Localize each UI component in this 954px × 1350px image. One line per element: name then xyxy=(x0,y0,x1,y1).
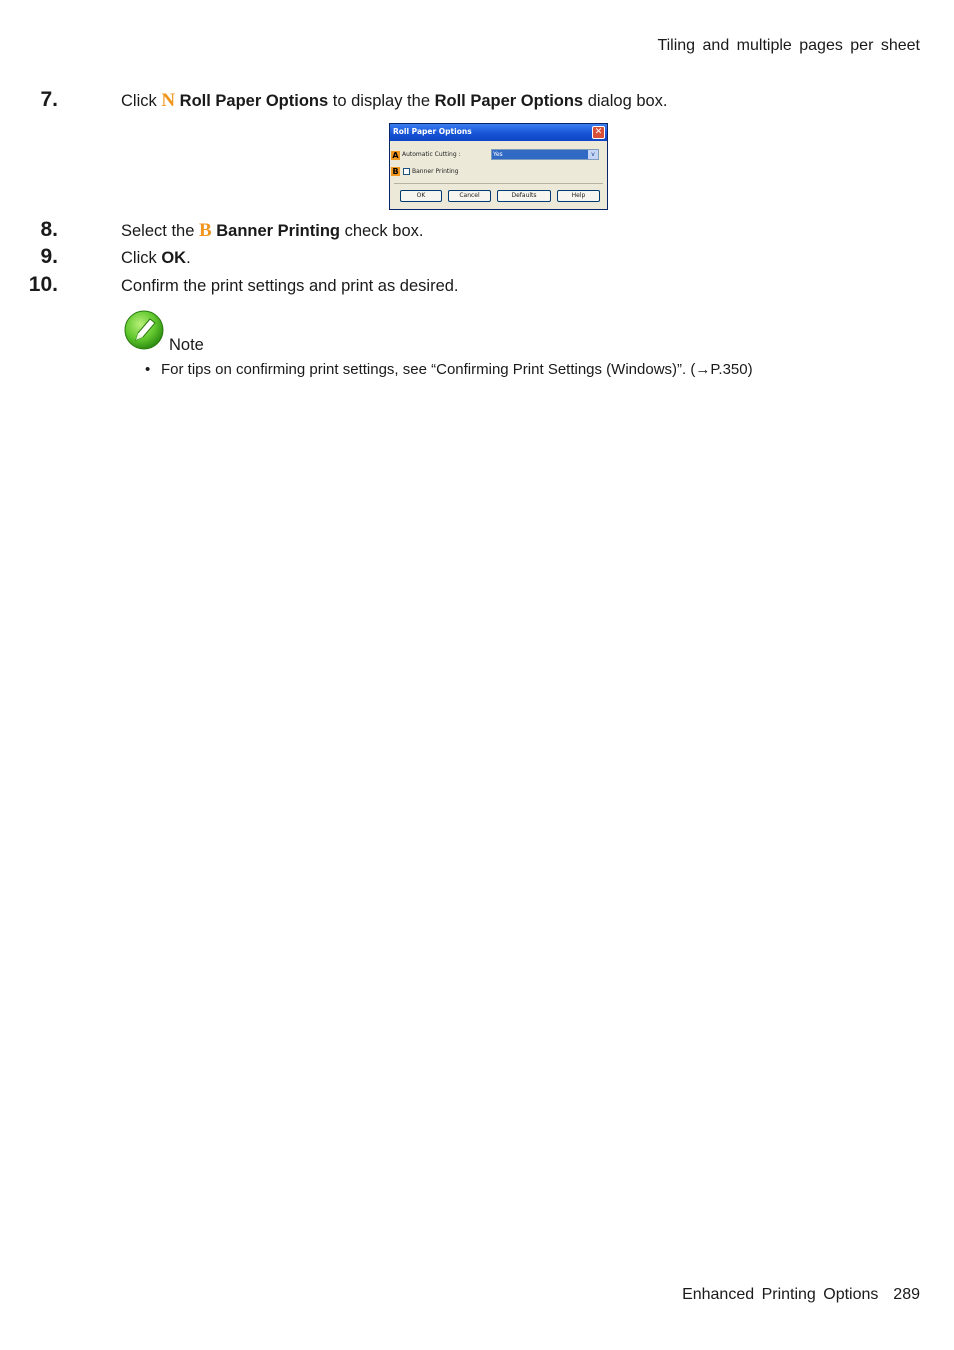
step-8 xyxy=(0,219,900,243)
note-bullet: • xyxy=(145,361,151,378)
step-text-part: Click xyxy=(121,92,162,110)
roll-paper-options-dialog xyxy=(389,123,608,210)
step-bold-term: OK xyxy=(161,249,187,267)
step-number: 9. xyxy=(40,245,58,268)
step-text xyxy=(121,219,423,243)
callout-letter-b: B xyxy=(198,220,212,241)
step-10 xyxy=(0,274,900,298)
dialog-titlebar xyxy=(390,124,607,141)
chevron-down-icon[interactable]: v xyxy=(588,150,598,159)
banner-printing-checkbox[interactable] xyxy=(403,168,410,175)
callout-badge-b: B xyxy=(392,167,399,176)
running-header: Tiling and multiple pages per sheet xyxy=(657,37,920,54)
step-text-part: dialog box. xyxy=(583,92,668,110)
step-number: 7. xyxy=(40,88,58,111)
step-text-part: to display the xyxy=(328,92,435,110)
step-bold-term: Banner Printing xyxy=(211,222,340,240)
automatic-cutting-label: Automatic Cutting : xyxy=(402,151,461,158)
step-text-part: . xyxy=(186,249,191,267)
dialog-divider xyxy=(394,183,603,184)
step-text xyxy=(121,89,668,113)
step-text: Confirm the print settings and print as desired. xyxy=(121,277,459,295)
ok-button[interactable]: OK xyxy=(400,190,442,202)
close-icon[interactable]: ✕ xyxy=(592,126,605,139)
step-number: 10. xyxy=(28,273,58,296)
page-footer xyxy=(682,1286,920,1304)
dialog-title: Roll Paper Options xyxy=(393,127,472,136)
defaults-button[interactable]: Defaults xyxy=(497,190,551,202)
step-number: 8. xyxy=(40,218,58,241)
step-text-part: check box. xyxy=(340,222,424,240)
automatic-cutting-select[interactable] xyxy=(491,149,599,160)
callout-badge-a: A xyxy=(392,151,399,160)
callout-letter-n: N xyxy=(161,90,176,111)
step-text-part: Select the xyxy=(121,222,199,240)
banner-printing-label: Banner Printing xyxy=(412,168,459,175)
step-bold-term: Roll Paper Options xyxy=(434,92,584,110)
step-7 xyxy=(0,89,900,113)
note-label: Note xyxy=(169,336,204,354)
cancel-button[interactable]: Cancel xyxy=(448,190,491,202)
step-bold-term: Roll Paper Options xyxy=(175,92,329,110)
automatic-cutting-value: Yes xyxy=(492,150,588,159)
step-9 xyxy=(0,246,900,270)
step-text xyxy=(121,246,191,270)
footer-chapter: Enhanced Printing Options xyxy=(682,1286,879,1303)
step-text-part: Click xyxy=(121,249,162,267)
help-button[interactable]: Help xyxy=(557,190,600,202)
page-number: 289 xyxy=(893,1286,920,1303)
note-pencil-icon xyxy=(124,310,164,350)
note-text: For tips on confirming print settings, see “Confirming Print Settings (Windows)”. (→P.350) xyxy=(161,361,753,378)
